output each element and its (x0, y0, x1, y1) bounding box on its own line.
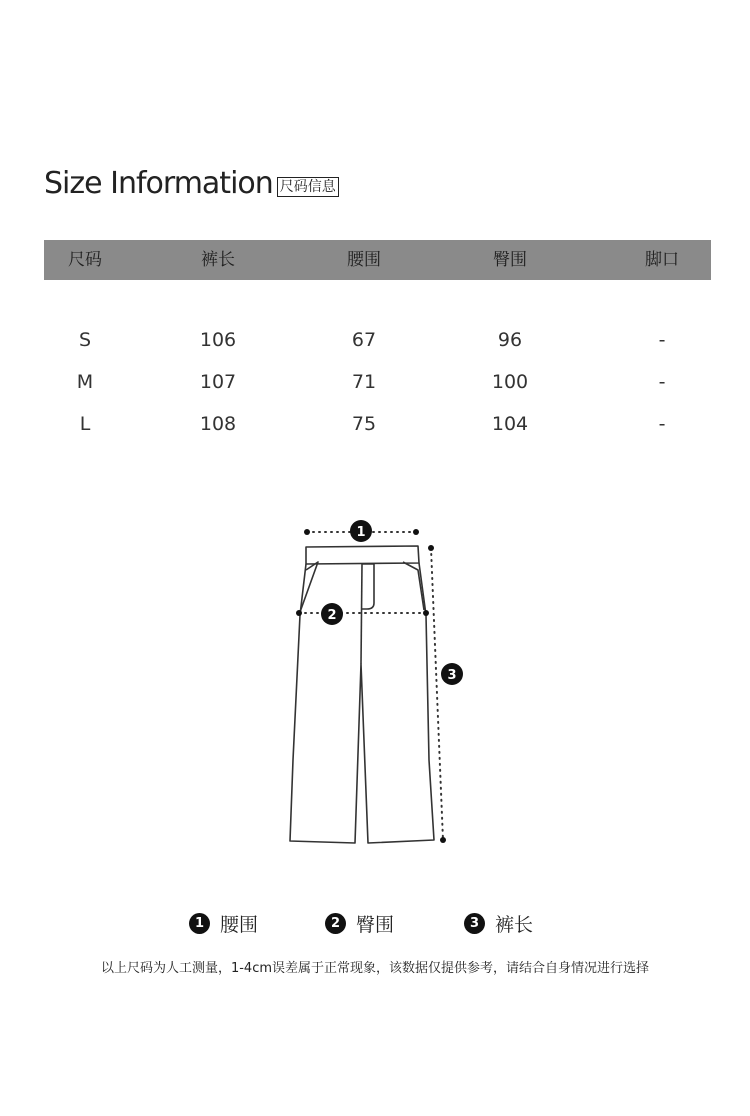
marker-length (441, 663, 463, 685)
cell-hip: 104 (491, 413, 529, 435)
marker-label: 2 (327, 608, 337, 623)
hip-dot-right (423, 610, 429, 616)
cell-size: S (78, 329, 92, 351)
legend-label: 臀围 (356, 913, 395, 936)
legend-item (464, 906, 533, 940)
cell-pants-length: 108 (199, 413, 237, 435)
length-dot-bottom (440, 837, 446, 843)
header-hip: 臀围 (493, 250, 527, 270)
hip-dot-left (296, 610, 302, 616)
legend-item (189, 906, 258, 940)
marker-label: 1 (356, 525, 366, 540)
legend-number: 1 (189, 913, 210, 934)
cell-waist: 75 (351, 413, 377, 435)
cell-hip: 100 (491, 371, 529, 393)
title-chinese-boxed: 尺码信息 (277, 177, 339, 197)
marker-label: 3 (447, 668, 457, 683)
header-size: 尺码 (68, 250, 102, 270)
length-measure-line (431, 548, 443, 840)
measurement-disclaimer: 以上尺码为人工测量，1-4cm误差属于正常现象，该数据仅提供参考，请结合自身情况进行选择 (100, 961, 650, 976)
header-pants-length: 裤长 (201, 250, 235, 270)
header-waist: 腰围 (347, 250, 381, 270)
title-english: Size Information (44, 166, 273, 201)
cell-waist: 67 (351, 329, 377, 351)
marker-hip (321, 603, 343, 625)
waist-dot-left (304, 529, 310, 535)
marker-waist (350, 520, 372, 542)
cell-leg-opening: - (658, 413, 666, 435)
header-leg-opening: 脚口 (645, 250, 679, 270)
legend-label: 裤长 (495, 913, 534, 936)
cell-leg-opening: - (658, 371, 666, 393)
legend-label: 腰围 (220, 913, 259, 936)
cell-pants-length: 106 (199, 329, 237, 351)
cell-pants-length: 107 (199, 371, 237, 393)
cell-size: L (79, 413, 91, 435)
waist-dot-right (413, 529, 419, 535)
legend-number: 3 (464, 913, 485, 934)
cell-waist: 71 (351, 371, 377, 393)
cell-size: M (76, 371, 94, 393)
pants-outline (290, 546, 434, 843)
legend-item (325, 906, 394, 940)
measurement-legend (0, 906, 750, 940)
length-dot-top (428, 545, 434, 551)
cell-leg-opening: - (658, 329, 666, 351)
legend-number: 2 (325, 913, 346, 934)
cell-hip: 96 (497, 329, 523, 351)
